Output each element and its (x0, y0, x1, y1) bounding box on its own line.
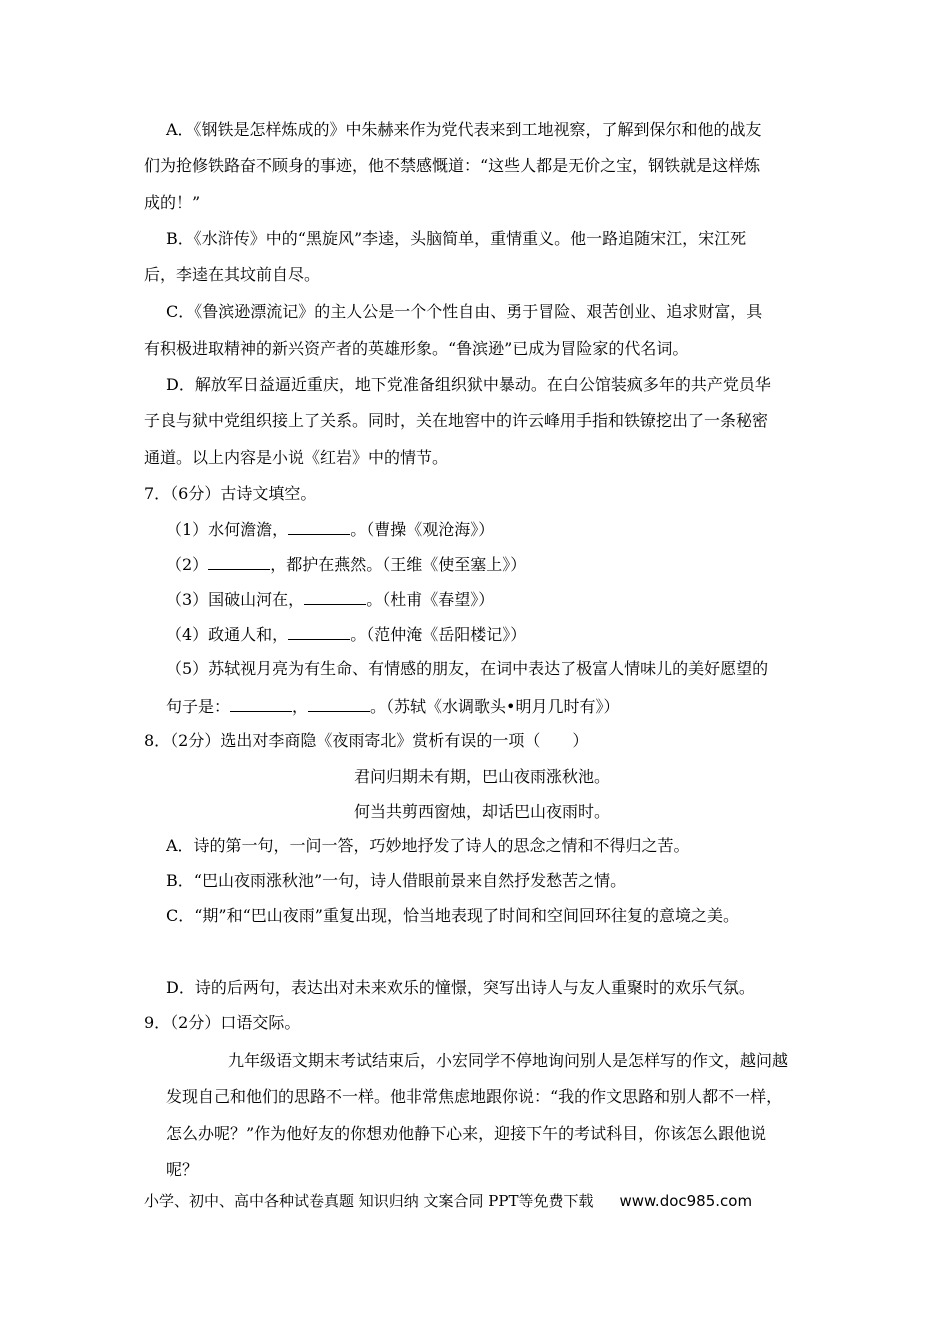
q9-stem: 9．（2分）口语交际。 (144, 1013, 301, 1032)
fill-blank[interactable] (288, 519, 350, 535)
q6-a-line1: A．《钢铁是怎样炼成的》中朱赫来作为党代表来到工地视察，了解到保尔和他的战友 (166, 120, 762, 139)
fill-blank[interactable] (304, 589, 366, 605)
poem-line-2: 何当共剪西窗烛，却话巴山夜雨时。 (354, 802, 611, 821)
q8-option-d: D．诗的后两句，表达出对未来欢乐的憧憬，突写出诗人与友人重聚时的欢乐气氛。 (166, 978, 755, 997)
q6-c-line1: C．《鲁滨逊漂流记》的主人公是一个个性自由、勇于冒险、艰苦创业、追求财富，具 (166, 302, 763, 321)
q6-a-line2: 们为抢修铁路奋不顾身的事迹，他不禁感慨道：“这些人都是无价之宝，钢铁就是这样炼 (144, 156, 761, 175)
q9-line1: 九年级语文期末考试结束后，小宏同学不停地询问别人是怎样写的作文，越问越 (228, 1051, 789, 1070)
footer-link[interactable]: www.doc985.com (619, 1192, 753, 1210)
q6-c-line2: 有积极进取精神的新兴资产者的英雄形象。“鲁滨逊”已成为冒险家的代名词。 (144, 339, 689, 358)
q7-stem: 7．（6分）古诗文填空。 (144, 484, 317, 503)
q8-option-a: A．诗的第一句，一问一答，巧妙地抒发了诗人的思念之情和不得归之苦。 (166, 836, 690, 855)
q7-item-5-line1: （5）苏轼视月亮为有生命、有情感的朋友，在词中表达了极富人情味儿的美好愿望的 (166, 659, 769, 678)
q9-line3: 怎么办呢？”作为他好友的你想劝他静下心来，迎接下午的考试科目，你该怎么跟他说 (166, 1124, 767, 1143)
fill-blank[interactable] (308, 696, 370, 712)
q7-item-2: （2） ，都护在燕然。（王维《使至塞上》） (166, 555, 527, 574)
q8-stem: 8．（2分）选出对李商隐《夜雨寄北》赏析有误的一项（ ） (144, 731, 589, 750)
q6-b-line2: 后，李逵在其坟前自尽。 (144, 265, 321, 284)
poem-line-1: 君问归期未有期，巴山夜雨涨秋池。 (354, 767, 611, 786)
q8-option-b: B．“巴山夜雨涨秋池”一句，诗人借眼前景来自然抒发愁苦之情。 (166, 871, 627, 890)
q7-item-5-line2: 句子是： ， 。（苏轼《水调歌头•明月几时有》） (166, 697, 620, 716)
q7-item-4: （4）政通人和， 。（范仲淹《岳阳楼记》） (166, 625, 527, 644)
fill-blank[interactable] (230, 696, 292, 712)
q6-a-line3: 成的！” (144, 193, 201, 212)
q6-b-line1: B．《水浒传》中的“黑旋风”李逵，头脑简单，重情重义。他一路追随宋江，宋江死 (166, 229, 747, 248)
q6-d-line3: 通道。以上内容是小说《红岩》中的情节。 (144, 448, 449, 467)
q7-item-1: （1）水何澹澹， 。（曹操《观沧海》） (166, 520, 495, 539)
q6-d-line1: D．解放军日益逼近重庆，地下党准备组织狱中暴动。在白公馆装疯多年的共产党员华 (166, 375, 771, 394)
page-footer (144, 1191, 752, 1211)
fill-blank[interactable] (208, 554, 270, 570)
q9-line4: 呢？ (166, 1160, 199, 1179)
q6-d-line2: 子良与狱中党组织接上了关系。同时，关在地窖中的许云峰用手指和铁镣挖出了一条秘密 (144, 411, 769, 430)
footer-text: 小学、初中、高中各种试卷真题 知识归纳 文案合同 PPT等免费下载 (144, 1192, 594, 1210)
q9-line2: 发现自己和他们的思路不一样。他非常焦虑地跟你说：“我的作文思路和别人都不一样， (166, 1087, 783, 1106)
q7-item-3: （3）国破山河在， 。（杜甫《春望》） (166, 590, 495, 609)
fill-blank[interactable] (288, 624, 350, 640)
q8-option-c: C．“期”和“巴山夜雨”重复出现，恰当地表现了时间和空间回环往复的意境之美。 (166, 906, 739, 925)
